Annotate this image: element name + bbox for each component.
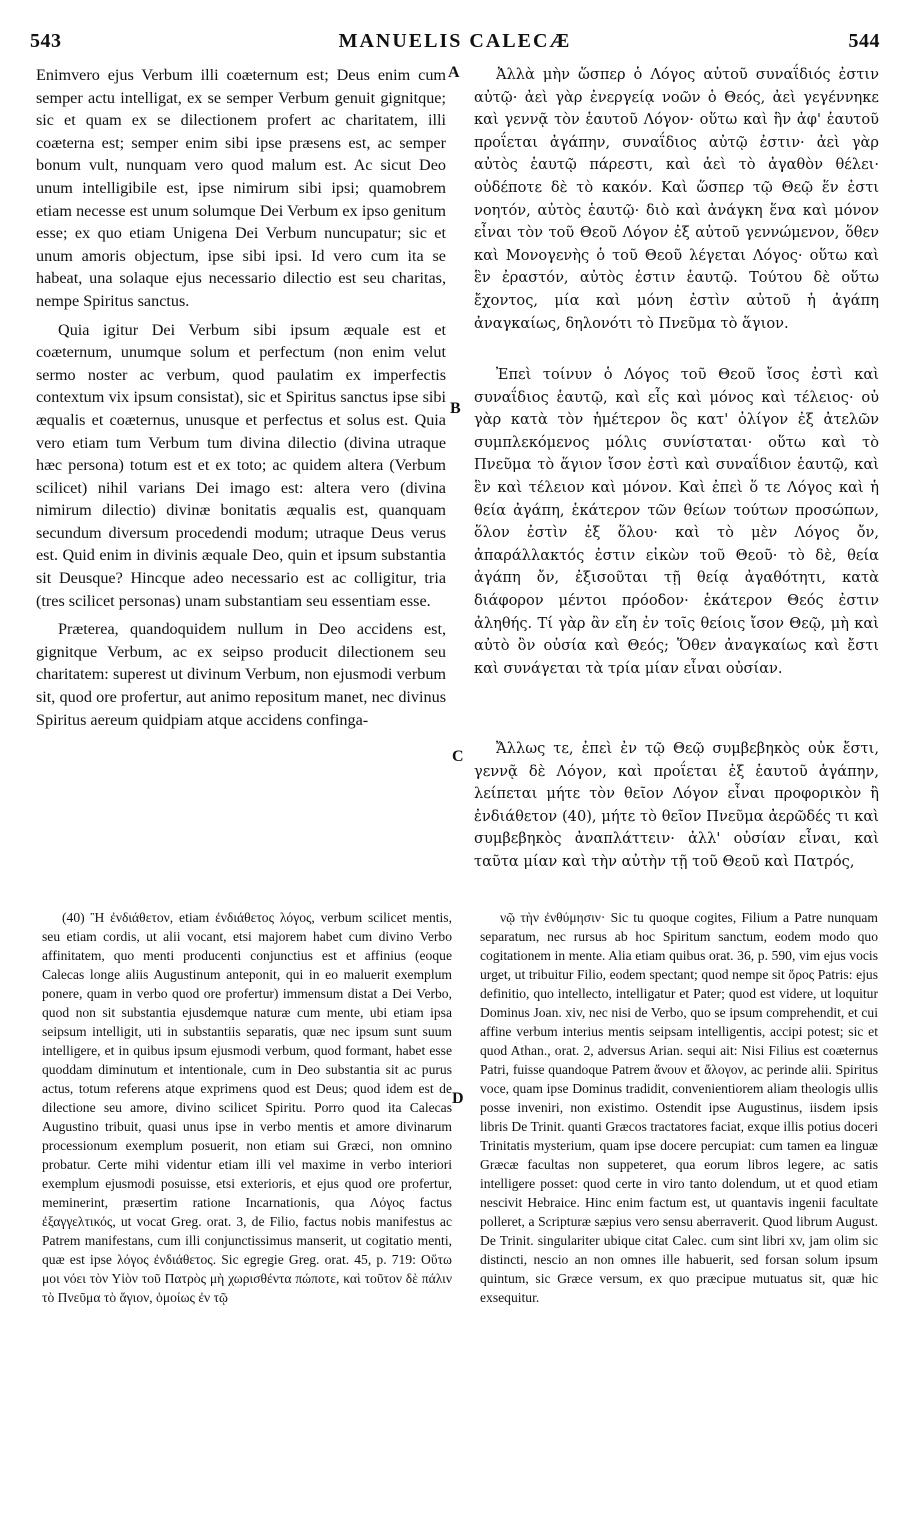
greek-paragraph-a: Ἀλλὰ μὴν ὥσπερ ὁ Λόγος αὐτοῦ συναΐδιός ἐστιν αὐτῷ· ἀεὶ γὰρ ἐνεργείᾳ νοῶν ὁ Θεός, ἀεὶ γεγέννηκε καὶ γεννᾷ τὸν ἑαυτοῦ Λόγον· οὕτω καὶ ἣν ἀφ' ἑαυτοῦ προΐεται ἀγάπην, συναΐδιος αὐτῷ ἐστιν· ἀεὶ γὰρ αὐτὸς ἑαυτῷ πάρεστι, καὶ ἀεὶ τὸ ἀγαθὸν θέλει· οὐδέποτε δὲ τὸ κακόν. Καὶ ὥσπερ τῷ Θεῷ ἕν ἐστι νοητόν, αὐτὸς ἑαυτῷ· διὸ καὶ ἀνάγκη ἕνα καὶ μόνον εἶναι τὸν τοῦ Θεοῦ Λόγον ἐξ αὐτοῦ γεννώμενον, ὅθεν καὶ Μονογενὴς ὁ τοῦ Θεοῦ λέγεται Λόγος· οὕτω καὶ ἓν ἐραστόν, αὐτὸς ἐστιν ἑαυτῷ. Τούτου δὲ οὕτω ἔχοντος, μία καὶ μόνη ἐστὶν αὐτοῦ ἡ ἀγάπη ἀναγκαίως, δηλονότι τὸ Πνεῦμα τὸ ἅγιον. (474, 66, 879, 332)
latin-paragraph-2: Quia igitur Dei Verbum sibi ipsum æquale est et coæternum, unumque solum et perfectum (non enim velut sermo noster ac verbum, quod paulatim ex imperfectis contextum vix ipsum consistat), sic et Spiritus sanctus ipse sibi æqualis et coæternus, unusque et perfectus et solus est. Quia vero etiam tum Verbum tum divina dilectio (divina utraque hæc persona) totum est et ex toto; ac quidem altera (Verbum scilicet) nihil varians Dei imago est: altera vero (divina nimirum dilectio) divinæ bonitatis æqualis est, quanquam secundum diversum procedendi modum; utraque Deus verus est. Quid enim in divinis æquale Deo, quin et ipsum substantia sit Deusque? Hincque adeo necessario est ac colligitur, tria (tres scilicet personas) unam substantiam seu essentiam esse. (36, 320, 446, 610)
page-number-right: 544 (848, 30, 880, 52)
greek-paragraph-b: Ἐπεὶ τοίνυν ὁ Λόγος τοῦ Θεοῦ ἴσος ἐστὶ καὶ συναΐδιος ἑαυτῷ, καὶ εἷς καὶ μόνος καὶ τέλειος· οὐ γὰρ κατὰ τὸν ἡμέτερον ὃς κατ' ὀλίγον ἐξ ἀτελῶν συμπλεκόμενος μόλις συνίσταται· οὕτω καὶ τὸ Πνεῦμα τὸ ἅγιον ἴσον ἐστὶ καὶ συναΐδιον ἑαυτῷ, καὶ ἓν καὶ τέλειον καὶ μόνον. Καὶ ἐπεὶ ὅ τε Λόγος καὶ ἡ θεία ἀγάπη, ἑκάτερον τῶν θείων τούτων προσώπων, ὅλον ἐστὶν ἐξ ὅλου· καὶ τὸ μὲν Λόγος ὄν, ἀπαράλλακτός ἐστιν εἰκὼν τοῦ Θεοῦ· τὸ δὲ, θεία ἀγάπη ὄν, ἐξισοῦται τῇ θείᾳ ἀγαθότητι, κατὰ διάφορον μέντοι πρόοδον· ἑκάτερον Θεός ἐστιν ἀληθής. Τί γὰρ ἂν εἴη ἐν τοῖς θείοις ἴσον Θεῷ, μὴ καὶ αὐτὸ ὂν οὐσία καὶ Θεός; Ὅθεν ἀναγκαίως καὶ ἔστι καὶ συνάγεται τὰ τρία μίαν εἶναι οὐσίαν. (474, 366, 879, 677)
latin-column (36, 64, 446, 874)
greek-paragraph-c: Ἄλλως τε, ἐπεὶ ἐν τῷ Θεῷ συμβεβηκὸς οὐκ ἔστι, γεννᾷ δὲ Λόγον, καὶ προΐεται ἐξ ἑαυτοῦ ἀγάπην, λείπεται μήτε τὸν θεῖον Λόγον εἶναι προφορικὸν ἢ ἐνδιάθετον (40), μήτε τὸ θεῖον Πνεῦμα ἀερῶδές τι καὶ συμβεβηκὸς ἀναπλάττειν· ἀλλ' οὐσίαν εἶναι, καὶ ταῦτα μίαν καὶ τὴν αὐτὴν τῇ τοῦ Θεοῦ καὶ Πατρός, (474, 740, 879, 870)
footnote-right-column (480, 908, 878, 1307)
page-number-left: 543 (30, 30, 62, 52)
section-marker-b: B (450, 400, 461, 417)
greek-section-a (474, 64, 879, 335)
latin-paragraph-1: Enimvero ejus Verbum illi coæternum est; Deus enim cum semper actu intelligat, ex se semper Verbum genuit gignitque; sic et quam ex se dilectionem profert ac charitatem, illi coæterna est; semper enim sibi ipse præsens est, ac semper bonum vult, nunquam vero quod malum est. Ac sicut Deo unum intelligibile est, ipse nimirum sibi ipsi; quamobrem etiam necesse est unum solumque Dei Verbum ex ipso genitum esse; ex quo etiam Unigena Dei Verbum nuncupatur; sic et unum amoris objectum, ipse sibi ipsi. Id vero cum ita se habeat, una solaque ejus necessario dilectio est seu charitas, nempe Spiritus sanctus. (36, 66, 446, 310)
greek-section-c (474, 738, 879, 874)
section-marker-d: D (452, 1090, 464, 1107)
greek-section-b (474, 364, 879, 680)
footnote-left-column (42, 908, 452, 1307)
running-head (30, 30, 880, 56)
section-marker-a: A (448, 64, 460, 81)
latin-paragraph-3: Præterea, quandoquidem nullum in Deo accidens est, gignitque Verbum, ac ex seipso producit dilectionem seu charitatem: superest ut divinum Verbum, non ejusmodi verbum sit, quod ore profertur, aut animo repositum manet, nec divinus Spiritus aereum quidpiam atque accidens confinga- (36, 620, 446, 729)
section-marker-c: C (452, 748, 464, 765)
footnote-40-right: νῷ τὴν ἐνθύμησιν· Sic tu quoque cogites, Filium a Patre nunquam separatum, nec rursus ab hoc Spiritum sanctum, eodem modo quo cogitationem in mente. Alia etiam quibus orat. 36, p. 590, vim ejus vocis urget, ut tribuitur Filio, eodem spectant; quod nempe sit ὅρος Patris: ejus definitio, quo intellecto, intelligatur et Pater; quod est videre, ut loquitur Dominus Joan. xiv, nec nisi de Verbo, quo se ipsum comprehendit, et cui affine verbum interius mentis seipsam intelligentis, accipi potest; sic et quod Athan., orat. 2, adversus Arian. sequi ait: Nisi Filius est coæternus Patri, fuisse quandoque Patrem ἄνουν et ἄλογον, ac perinde alii. Spiritus voce, quam ipse Dominus tradidit, convenientiorem aliam theologis ullis posse inveniri, non existimo. Ostendit ipse Augustinus, iisdem ipsis libris De Trinit. quanti Græcos tractatores faciat, exque illis potius doceri Trinitatis mysterium, quam ipse docere percupiat: cum tamen ea linguæ Græcæ facultas non suppeteret, qua eorum libros legere, ac satis intelligere posset: quod certe in viro tanto dolendum, ut et quod etiam nescivit Hebraice. Hinc enim factum est, ut quantavis ingenii facultate polleret, a Scripturæ sæpius vero sensu aberraverit. Quod librum August. De Trinit. singulariter ubique citat Calec. cum sint libri xv, jam olim sic distincti, nescio an non omnes ille habuerit, sed forsan solum ipsum quintum, sic Græce versum, ex quo præcipue mutuatus sit, quæ hic exsequitur. (480, 910, 878, 1305)
footnote-40-left: (40) Ἢ ἐνδιάθετον, etiam ἐνδιάθετος λόγος, verbum scilicet mentis, seu etiam cordis, ut alii vocant, etsi majorem habet cum divino Verbo affinitatem, quo menti producenti conjunctius est et affinius (eoque Calecas longe aliis Augustinum anteponit, qui in eo maluerit exemplum ponere, quam in verbo quod ore profertur) immensum distat a Dei Verbo, quod non sit substantia ejusdemque naturæ cum mente, ubi etiam ipsa seipsum intelligit, uti in substantiis separatis, quæ nec ipsum sunt suum intelligere, et in quibus ipsum ejusmodi verbum, quod formant, habet esse quoddam diminutum et intentionale, cum in Deo substantia sit ac purus actus, totum referens atque exprimens quod est Deus; quod idem est de dilectione seu amore, divino scilicet Spiritu. Porro quod ita Calecas Augustino tribuit, quasi unus ipse in verbo mentis et amore divinarum processionum exemplum posuerit, non etiam sui Græci, non omnino probatur. Certe mihi videntur etiam illi vel maxime in verbo interiori exemplum ejusmodi posuisse, etsi exterioris, et ejus quod ore profertur, meminerint, præsertim ratione Incarnationis, qua Λόγος factus ἐξαγγελτικός, ut vocat Greg. orat. 3, de Filio, factus nobis manifestus ac Patrem manifestans, cum illi conjunctissimus manserit, ut cogitatio menti, quæ est ipse λόγος ἐνδιάθετος. Sic egregie Greg. orat. 45, p. 719: Οὕτω μοι νόει τὸν Υἱὸν τοῦ Πατρὸς μὴ χωρισθέντα πώποτε, καὶ τοῦτον δὲ πάλιν τὸ Πνεῦμα τὸ ἅγιον, ὁμοίως ἐν τῷ (42, 910, 452, 1305)
page-title: MANUELIS CALECÆ (338, 30, 572, 52)
